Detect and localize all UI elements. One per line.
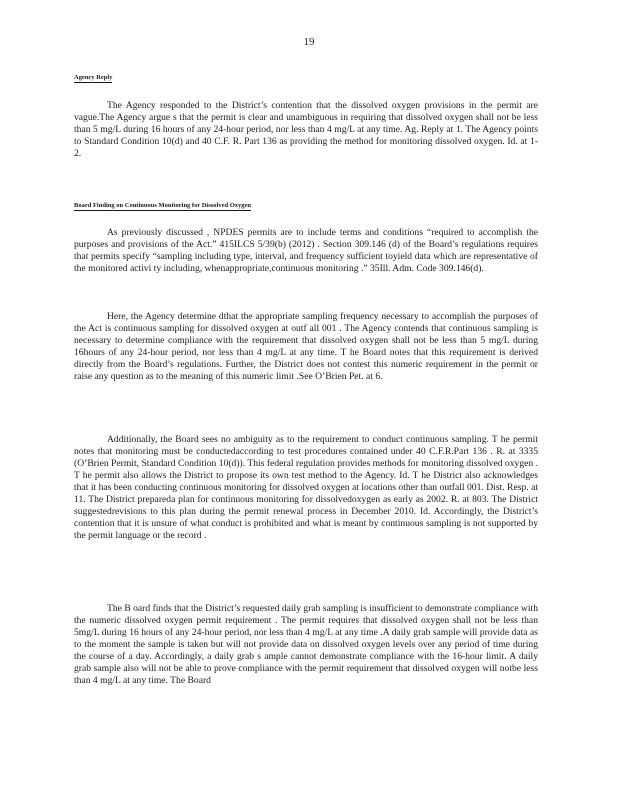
paragraph-no-ambiguity: Additionally, the Board sees no ambiguity as to the requirement to conduct continuous sampling. T he permit notes that monitoring must be conductedaccording to test procedures contained under 40 C.F.R.Part 136 . R. at 3335 (O’Brien Permit, Standard Condition 10(d)). This federal regulation provides methods for monitoring dissolved oxygen . T he permit also allows the District to propose its own test method to the Agency. Id. T he District also acknowledges that it has been conducting continuous monitoring for dissolved oxygen at locations other than outfall 001. Dist. Resp. at 11. The District prepareda plan for continuous monitoring for dissolvedoxygen as early as 2002. R. at 803. The District suggestedrevisions to this plan during the permit renewal process in December 2010. Id. Accordingly, the District’s contention that it is unsure of what conduct is prohibited and what is meant by continuous sampling is not supported by the permit language or the record . bbox=[74, 434, 538, 541]
paragraph-agency-reply: The Agency responded to the District’s contention that the dissolved oxygen provisions in the permit are vague.The Agency argue s that the permit is clear and unambiguous in requiring that dissolved oxygen shall not be less than 5 mg/L during 16 hours of any 24-hour period, nor less than 4 mg/L at any time. Ag. Reply at 1. The Agency points to Standard Condition 10(d) and 40 C.F. R. Part 136 as providing the method for monitoring dissolved oxygen. Id. at 1- 2. bbox=[74, 100, 538, 159]
heading-agency-reply: Agency Reply bbox=[74, 74, 113, 81]
paragraph-grab-sampling: The B oard finds that the District’s requested daily grab sampling is insufficient to demonstrate compliance with the numeric dissolved oxygen permit requirement . The permit requires that dissolved oxygen shall not be less than 5mg/L during 16 hours of any 24-hour period, nor less than 4 mg/L at any time .A daily grab sample will provide data as to the moment the sample is taken but will not provide data on dissolved oxygen levels over any period of time during the course of a day. Accordingly, a daily grab s ample cannot demonstrate compliance with the 16-hour limit. A daily grab sample also will not be able to prove compliance with the permit requirement that dissolved oxygen will notbe less than 4 mg/L at any time. The Board bbox=[74, 603, 538, 686]
paragraph-agency-determination: Here, the Agency determine dthat the appropriate sampling frequency necessary to accomplish the purposes of the Act is continuous sampling for dissolved oxygen at outf all 001 . The Agency contends that continuous sampling is necessary to determine compliance with the requirement that dissolved oxygen shall not be less than 5 mg/L during 16hours of any 24-hour period, nor less than 4 mg/L at any time. T he Board notes that this requirement is derived directly from the Board’s regulations. Further, the District does not contest this numeric requirement in the permit or raise any question as to the meaning of this numeric limit .See O’Brien Pet. at 6. bbox=[74, 311, 538, 382]
heading-board-finding: Board Finding on Continuous Monitoring for Dissolved Oxygen bbox=[74, 202, 252, 209]
paragraph-npdes-terms: As previously discussed , NPDES permits are to include terms and conditions “required to accomplish the purposes and provisions of the Act.” 415ILCS 5/39(b) (2012) . Section 309.146 (d) of the Board’s regulations requires that permits specify “sampling including type, interval, and frequency sufficient toyield data which are representative of the monitored activi ty including, whenappropriate,continuous monitoring .” 35Ill. Adm. Code 309.146(d). bbox=[74, 227, 538, 274]
page-number: 19 bbox=[303, 36, 315, 48]
